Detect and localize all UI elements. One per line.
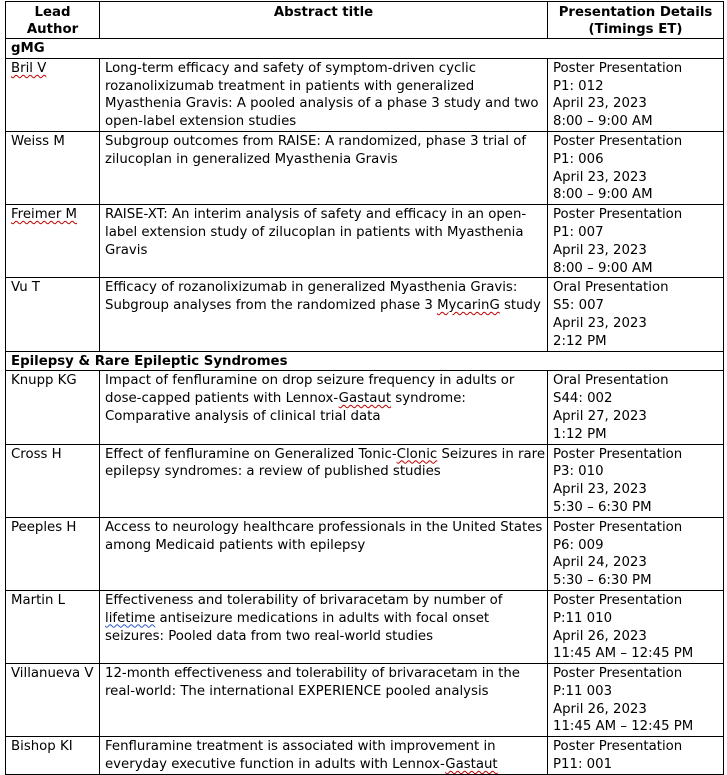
presentation-type: Poster Presentation [553, 207, 683, 223]
lead-author [6, 58, 100, 131]
author-name: Cross H [11, 446, 62, 462]
presentation-date: April 23, 2023 [553, 482, 647, 498]
lead-author [6, 131, 100, 204]
header-row [6, 2, 724, 39]
lead-author [6, 205, 100, 278]
table-row [6, 590, 724, 663]
presentation-code: P1: 006 [553, 151, 604, 167]
presentation-type: Poster Presentation [553, 133, 683, 149]
presentation-date: April 23, 2023 [553, 96, 647, 112]
presentation-date: April 27, 2023 [553, 408, 647, 424]
presentation-details [548, 371, 724, 444]
table-row [6, 205, 724, 278]
presentation-date: April 23, 2023 [553, 169, 647, 185]
abstracts-table [5, 1, 724, 775]
presentation-details [548, 664, 724, 737]
presentation-code: P6: 009 [553, 537, 604, 553]
presentation-details [548, 278, 724, 351]
presentation-date: April 26, 2023 [553, 701, 647, 717]
presentation-type: Poster Presentation [553, 60, 683, 76]
abstract-title: Fenfluramine treatment is associated with improvement in everyday executive function in adults with Lennox-Gastaut [100, 737, 548, 775]
lead-author [6, 517, 100, 590]
header-lead-author: Lead Author [6, 2, 100, 39]
presentation-details [548, 517, 724, 590]
author-name: Freimer M [11, 207, 78, 223]
abstract-title: Effect of fenfluramine on Generalized Tonic-Clonic Seizures in rare epilepsy syndromes: a review of published studies [100, 444, 548, 517]
presentation-date: April 23, 2023 [553, 315, 647, 331]
abstract-title: RAISE-XT: An interim analysis of safety and efficacy in an open- label extension study of zilucoplan in patients with Myasthenia Gravis [100, 205, 548, 278]
presentation-details [548, 737, 724, 775]
presentation-type: Poster Presentation [553, 446, 683, 462]
abstract-title: Efficacy of rozanolixizumab in generalized Myasthenia Gravis: Subgroup analyses from the randomized phase 3 MycarinG study [100, 278, 548, 351]
lead-author [6, 664, 100, 737]
table-row [6, 737, 724, 775]
presentation-code: P3: 010 [553, 464, 604, 480]
presentation-time: 1:12 PM [553, 426, 607, 442]
presentation-time: 5:30 – 6:30 PM [553, 499, 652, 515]
section-row [6, 39, 724, 59]
abstract-title: 12-month effectiveness and tolerability of brivaracetam in the real-world: The international EXPERIENCE pooled analysis [100, 664, 548, 737]
table-row [6, 371, 724, 444]
section-title: gMG [6, 39, 724, 59]
author-name: Knupp KG [11, 373, 77, 389]
presentation-time: 8:00 – 9:00 AM [553, 260, 653, 276]
presentation-type: Poster Presentation [553, 666, 683, 682]
table-row [6, 278, 724, 351]
table-row [6, 131, 724, 204]
presentation-time: 2:12 PM [553, 333, 607, 349]
presentation-type: Poster Presentation [553, 592, 683, 608]
presentation-details [548, 131, 724, 204]
author-name: Weiss M [11, 133, 65, 149]
presentation-code: S5: 007 [553, 298, 604, 314]
abstract-title: Impact of fenfluramine on drop seizure frequency in adults or dose-capped patients with Lennox-Gastaut syndrome: Comparative analysis of clinical trial data [100, 371, 548, 444]
presentation-time: 11:45 AM – 12:45 PM [553, 646, 694, 662]
lead-author [6, 444, 100, 517]
presentation-time: 5:30 – 6:30 PM [553, 573, 652, 589]
presentation-time: 8:00 – 9:00 AM [553, 114, 653, 130]
presentation-date: April 24, 2023 [553, 555, 647, 571]
presentation-code: P1: 007 [553, 224, 604, 240]
presentation-details [548, 205, 724, 278]
author-name: Peeples H [11, 519, 77, 535]
presentation-code: P1: 012 [553, 78, 604, 94]
author-name: Bishop KI [11, 739, 73, 755]
presentation-code: P:11 003 [553, 683, 613, 699]
presentation-time: 11:45 AM – 12:45 PM [553, 719, 694, 735]
presentation-type: Oral Presentation [553, 280, 669, 296]
author-name: Villanueva V [11, 666, 94, 682]
presentation-details [548, 590, 724, 663]
presentation-type: Poster Presentation [553, 519, 683, 535]
presentation-code: P:11 010 [553, 610, 613, 626]
abstract-title: Access to neurology healthcare professionals in the United States among Medicaid patients with epilepsy [100, 517, 548, 590]
abstract-title: Effectiveness and tolerability of brivaracetam by number of lifetime antiseizure medications in adults with focal onset seizures: Pooled data from two real-world studies [100, 590, 548, 663]
presentation-type: Oral Presentation [553, 373, 669, 389]
lead-author [6, 278, 100, 351]
header-presentation-details: Presentation Details (Timings ET) [548, 2, 724, 39]
presentation-date: April 26, 2023 [553, 628, 647, 644]
abstract-title: Long-term efficacy and safety of symptom-driven cyclic rozanolixizumab treatment in patients with generalized Myasthenia Gravis: A pooled analysis of a phase 3 study and two open-label extension studies [100, 58, 548, 131]
lead-author [6, 371, 100, 444]
author-name: Bril V [11, 60, 47, 76]
presentation-time: 8:00 – 9:00 AM [553, 187, 653, 203]
presentation-code: S44: 002 [553, 391, 613, 407]
presentation-code: P11: 001 [553, 757, 613, 773]
table-row [6, 517, 724, 590]
lead-author [6, 590, 100, 663]
presentation-date: April 23, 2023 [553, 242, 647, 258]
header-abstract-title: Abstract title [100, 2, 548, 39]
table-row [6, 444, 724, 517]
section-row [6, 351, 724, 371]
abstract-title: Subgroup outcomes from RAISE: A randomized, phase 3 trial of zilucoplan in generalized Myasthenia Gravis [100, 131, 548, 204]
table-row [6, 58, 724, 131]
presentation-details [548, 444, 724, 517]
lead-author [6, 737, 100, 775]
table-row [6, 664, 724, 737]
author-name: Vu T [11, 280, 40, 296]
section-title: Epilepsy & Rare Epileptic Syndromes [6, 351, 724, 371]
author-name: Martin L [11, 592, 66, 608]
presentation-details [548, 58, 724, 131]
presentation-type: Poster Presentation [553, 739, 683, 755]
